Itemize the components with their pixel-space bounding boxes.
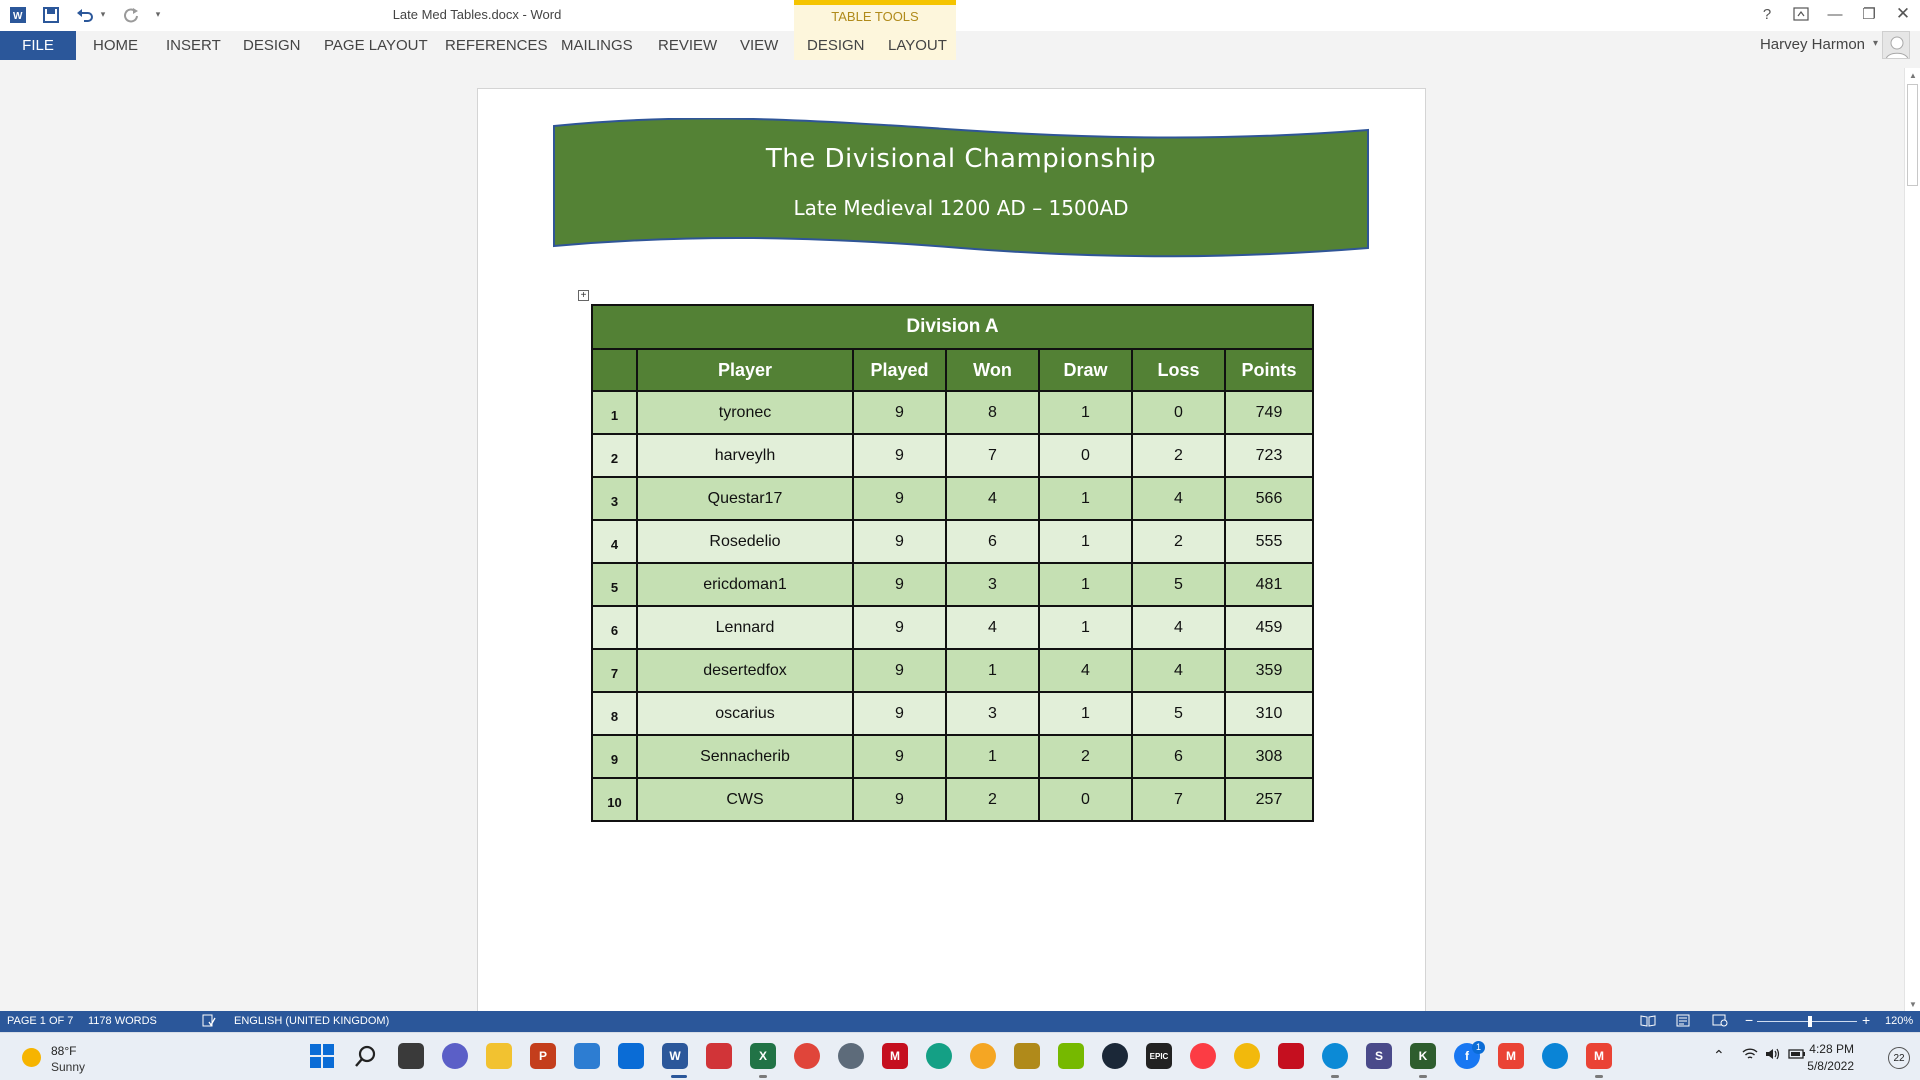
stat-cell[interactable]: 2 [946, 778, 1039, 821]
rank-cell[interactable]: 6 [592, 606, 637, 649]
tab-review[interactable]: REVIEW [658, 37, 718, 54]
stat-cell[interactable]: 7 [946, 434, 1039, 477]
stat-cell[interactable]: 4 [946, 477, 1039, 520]
tab-design[interactable]: DESIGN [243, 37, 301, 54]
division-title: Division A [592, 305, 1313, 349]
stat-cell[interactable]: 257 [1225, 778, 1313, 821]
vertical-scrollbar[interactable] [1904, 68, 1920, 1011]
stat-cell[interactable]: 0 [1039, 434, 1132, 477]
stat-cell[interactable]: 459 [1225, 606, 1313, 649]
player-cell[interactable]: tyronec [637, 391, 853, 434]
excel-icon[interactable]: X [750, 1043, 776, 1069]
stat-cell[interactable]: 0 [1132, 391, 1225, 434]
stat-cell[interactable]: 1 [1039, 391, 1132, 434]
facebook-badge: 1 [1472, 1041, 1485, 1054]
rank-cell[interactable]: 2 [592, 434, 637, 477]
clock-date[interactable]: 5/8/2022 [1807, 1059, 1854, 1073]
tab-file[interactable]: FILE [0, 31, 76, 60]
player-cell[interactable]: Lennard [637, 606, 853, 649]
title-bar [0, 0, 1920, 31]
column-header: Draw [1039, 349, 1132, 391]
web-layout-icon[interactable] [1712, 1014, 1728, 1030]
stat-cell[interactable]: 1 [1039, 606, 1132, 649]
scroll-thumb[interactable] [1907, 84, 1918, 186]
tab-table-design[interactable]: DESIGN [807, 37, 865, 54]
word-taskbar-icon[interactable]: W [662, 1043, 688, 1069]
stat-cell[interactable]: 2 [1039, 735, 1132, 778]
stat-cell[interactable]: 1 [1039, 563, 1132, 606]
k-app-icon[interactable]: K [1410, 1043, 1436, 1069]
stat-cell[interactable]: 1 [946, 649, 1039, 692]
archive-icon[interactable] [1014, 1043, 1040, 1069]
table-header-row [592, 349, 1313, 391]
edge-icon[interactable] [1322, 1043, 1348, 1069]
zoom-slider-thumb[interactable] [1808, 1016, 1812, 1027]
standings-table[interactable] [591, 304, 1314, 822]
volume-icon[interactable] [1765, 1047, 1781, 1064]
taskbar [0, 1032, 1920, 1080]
table-move-handle-icon[interactable]: + [578, 290, 589, 301]
ribbon-tabs [0, 31, 1920, 60]
svg-text:W: W [13, 10, 23, 22]
player-cell[interactable]: Sennacherib [637, 735, 853, 778]
stat-cell[interactable]: 723 [1225, 434, 1313, 477]
help-icon[interactable]: ? [1762, 5, 1772, 23]
settings-gear-icon[interactable] [838, 1043, 864, 1069]
stat-cell[interactable]: 1 [946, 735, 1039, 778]
rank-cell[interactable]: 3 [592, 477, 637, 520]
rank-cell[interactable]: 5 [592, 563, 637, 606]
tab-home[interactable]: HOME [93, 37, 138, 54]
stat-cell[interactable]: 3 [946, 692, 1039, 735]
stat-cell[interactable]: 9 [853, 520, 946, 563]
stat-cell[interactable]: 3 [946, 563, 1039, 606]
player-cell[interactable]: desertedfox [637, 649, 853, 692]
gmail-icon[interactable]: M [1498, 1043, 1524, 1069]
table-row[interactable] [592, 477, 1313, 520]
stat-cell[interactable]: 9 [853, 649, 946, 692]
avatar[interactable] [1882, 31, 1910, 59]
epic-games-icon[interactable]: EPIC [1146, 1043, 1172, 1069]
player-cell[interactable]: Questar17 [637, 477, 853, 520]
battery-icon[interactable] [1788, 1047, 1806, 1064]
tips-icon[interactable] [1542, 1043, 1568, 1069]
stat-cell[interactable]: 310 [1225, 692, 1313, 735]
rank-cell[interactable]: 7 [592, 649, 637, 692]
table-body [592, 391, 1313, 821]
column-header: Points [1225, 349, 1313, 391]
table-row[interactable] [592, 735, 1313, 778]
rank-cell[interactable]: 1 [592, 391, 637, 434]
stat-cell[interactable]: 6 [1132, 735, 1225, 778]
norton-icon[interactable] [1234, 1043, 1260, 1069]
player-cell[interactable]: CWS [637, 778, 853, 821]
stat-cell[interactable]: 7 [1132, 778, 1225, 821]
snipping-icon[interactable] [1278, 1043, 1304, 1069]
print-layout-icon[interactable] [1676, 1014, 1690, 1030]
stat-cell[interactable]: 2 [1132, 520, 1225, 563]
column-header: Loss [1132, 349, 1225, 391]
nvidia-icon[interactable] [1058, 1043, 1084, 1069]
rank-column-header [592, 349, 637, 391]
stat-cell[interactable]: 9 [853, 606, 946, 649]
mcafee-icon[interactable]: M [882, 1043, 908, 1069]
start-icon[interactable] [309, 1043, 335, 1069]
banner-title: The Divisional Championship [765, 144, 1157, 174]
user-name[interactable]: Harvey Harmon [1759, 36, 1865, 53]
gmail-running-indicator [1595, 1075, 1603, 1078]
restore-icon[interactable]: ❐ [1862, 6, 1876, 23]
stat-cell[interactable]: 4 [1039, 649, 1132, 692]
file-explorer-icon[interactable] [486, 1043, 512, 1069]
table-tools-label: TABLE TOOLS [831, 9, 919, 24]
close-icon[interactable]: ✕ [1895, 4, 1911, 23]
zoom-out-button[interactable]: − [1745, 1012, 1754, 1028]
stat-cell[interactable]: 5 [1132, 692, 1225, 735]
stat-cell[interactable]: 359 [1225, 649, 1313, 692]
stat-cell[interactable]: 9 [853, 477, 946, 520]
task-view-icon[interactable] [398, 1043, 424, 1069]
undo-dropdown-icon[interactable]: ▾ [100, 9, 106, 19]
word-count[interactable]: 1178 WORDS [88, 1015, 157, 1027]
table-row[interactable] [592, 563, 1313, 606]
column-header: Won [946, 349, 1039, 391]
stat-cell[interactable]: 9 [853, 563, 946, 606]
window-controls [1750, 0, 1920, 28]
banner-shape [554, 118, 1368, 256]
stat-cell[interactable]: 9 [853, 391, 946, 434]
player-cell[interactable]: Rosedelio [637, 520, 853, 563]
column-header: Player [637, 349, 853, 391]
table-row[interactable] [592, 434, 1313, 477]
player-cell[interactable]: ericdoman1 [637, 563, 853, 606]
stat-cell[interactable]: 1 [1039, 520, 1132, 563]
scroll-down-icon[interactable]: ▼ [1909, 999, 1917, 1009]
stat-cell[interactable]: 4 [1132, 477, 1225, 520]
gmail-2-icon[interactable]: M [1586, 1043, 1612, 1069]
stat-cell[interactable]: 9 [853, 434, 946, 477]
customize-toolbar-icon[interactable]: ▾ [155, 9, 161, 19]
zoom-slider[interactable] [1757, 1021, 1857, 1022]
weather-temperature[interactable]: 88°F [51, 1044, 77, 1058]
table-row[interactable] [592, 692, 1313, 735]
clock-time[interactable]: 4:28 PM [1809, 1042, 1854, 1056]
column-header: Played [853, 349, 946, 391]
tab-mailings[interactable]: MAILINGS [561, 37, 633, 54]
photos-icon[interactable] [574, 1043, 600, 1069]
stat-cell[interactable]: 749 [1225, 391, 1313, 434]
game-icon[interactable] [970, 1043, 996, 1069]
stat-cell[interactable]: 4 [1132, 649, 1225, 692]
stat-cell[interactable]: 1 [1039, 692, 1132, 735]
chrome-icon[interactable] [794, 1043, 820, 1069]
stat-cell[interactable]: 0 [1039, 778, 1132, 821]
player-cell[interactable]: harveylh [637, 434, 853, 477]
user-menu-chevron-icon[interactable]: ▾ [1872, 38, 1878, 49]
weather-condition[interactable]: Sunny [51, 1060, 86, 1074]
rank-cell[interactable]: 9 [592, 735, 637, 778]
language[interactable]: ENGLISH (UNITED KINGDOM) [234, 1015, 390, 1027]
table-row[interactable] [592, 606, 1313, 649]
wifi-icon[interactable] [1742, 1047, 1758, 1064]
scroll-up-icon[interactable]: ▲ [1909, 70, 1917, 80]
edge-running-indicator [1331, 1075, 1339, 1078]
stat-cell[interactable]: 555 [1225, 520, 1313, 563]
gift-icon[interactable] [706, 1043, 732, 1069]
itunes-icon[interactable] [1190, 1043, 1216, 1069]
stat-cell[interactable]: 2 [1132, 434, 1225, 477]
excel-running-indicator [759, 1075, 767, 1078]
steam-icon[interactable] [1102, 1043, 1128, 1069]
title-banner [552, 118, 1370, 258]
stat-cell[interactable]: 9 [853, 692, 946, 735]
table-row[interactable] [592, 649, 1313, 692]
table-caption-row [592, 305, 1313, 349]
facebook-icon[interactable]: f [1454, 1043, 1480, 1069]
chat-icon[interactable] [442, 1043, 468, 1069]
rank-cell[interactable]: 4 [592, 520, 637, 563]
tab-insert[interactable]: INSERT [166, 37, 221, 54]
chevron-up-icon[interactable]: ⌃ [1713, 1047, 1725, 1063]
chatgpt-icon[interactable] [926, 1043, 952, 1069]
stat-cell[interactable]: 9 [853, 778, 946, 821]
rank-cell[interactable]: 10 [592, 778, 637, 821]
tab-view[interactable]: VIEW [740, 37, 779, 54]
tab-references[interactable]: REFERENCES [445, 37, 548, 54]
zoom-level[interactable]: 120% [1885, 1015, 1914, 1027]
proofing-icon[interactable] [202, 1014, 216, 1030]
page-count[interactable]: PAGE 1 OF 7 [7, 1015, 74, 1027]
table-row[interactable] [592, 520, 1313, 563]
table-row[interactable] [592, 391, 1313, 434]
notification-count[interactable]: 22 [1888, 1047, 1910, 1069]
stat-cell[interactable]: 9 [853, 735, 946, 778]
stat-cell[interactable]: 4 [1132, 606, 1225, 649]
stat-cell[interactable]: 308 [1225, 735, 1313, 778]
stat-cell[interactable]: 4 [946, 606, 1039, 649]
powerpoint-icon[interactable]: P [530, 1043, 556, 1069]
tab-table-layout[interactable]: LAYOUT [888, 37, 947, 54]
rank-cell[interactable]: 8 [592, 692, 637, 735]
store-icon[interactable] [618, 1043, 644, 1069]
read-mode-icon[interactable] [1640, 1014, 1656, 1030]
stat-cell[interactable]: 1 [1039, 477, 1132, 520]
sun-icon[interactable] [22, 1048, 41, 1067]
stat-cell[interactable]: 566 [1225, 477, 1313, 520]
tab-page-layout[interactable]: PAGE LAYOUT [324, 37, 428, 54]
ribbon-display-options-icon[interactable] [1784, 0, 1818, 28]
banner-subtitle: Late Medieval 1200 AD – 1500AD [793, 196, 1129, 220]
word-running-indicator [671, 1075, 687, 1078]
table-row[interactable] [592, 778, 1313, 821]
status-bar [0, 1011, 1920, 1032]
stat-cell[interactable]: 6 [946, 520, 1039, 563]
player-cell[interactable]: oscarius [637, 692, 853, 735]
zoom-in-button[interactable]: + [1862, 1012, 1871, 1028]
k-app-running-indicator [1419, 1075, 1427, 1078]
s-app-icon[interactable]: S [1366, 1043, 1392, 1069]
stat-cell[interactable]: 5 [1132, 563, 1225, 606]
stat-cell[interactable]: 481 [1225, 563, 1313, 606]
minimize-icon[interactable]: — [1827, 5, 1843, 23]
stat-cell[interactable]: 8 [946, 391, 1039, 434]
document-title: Late Med Tables.docx - Word [392, 7, 562, 22]
search-icon[interactable] [353, 1043, 379, 1069]
